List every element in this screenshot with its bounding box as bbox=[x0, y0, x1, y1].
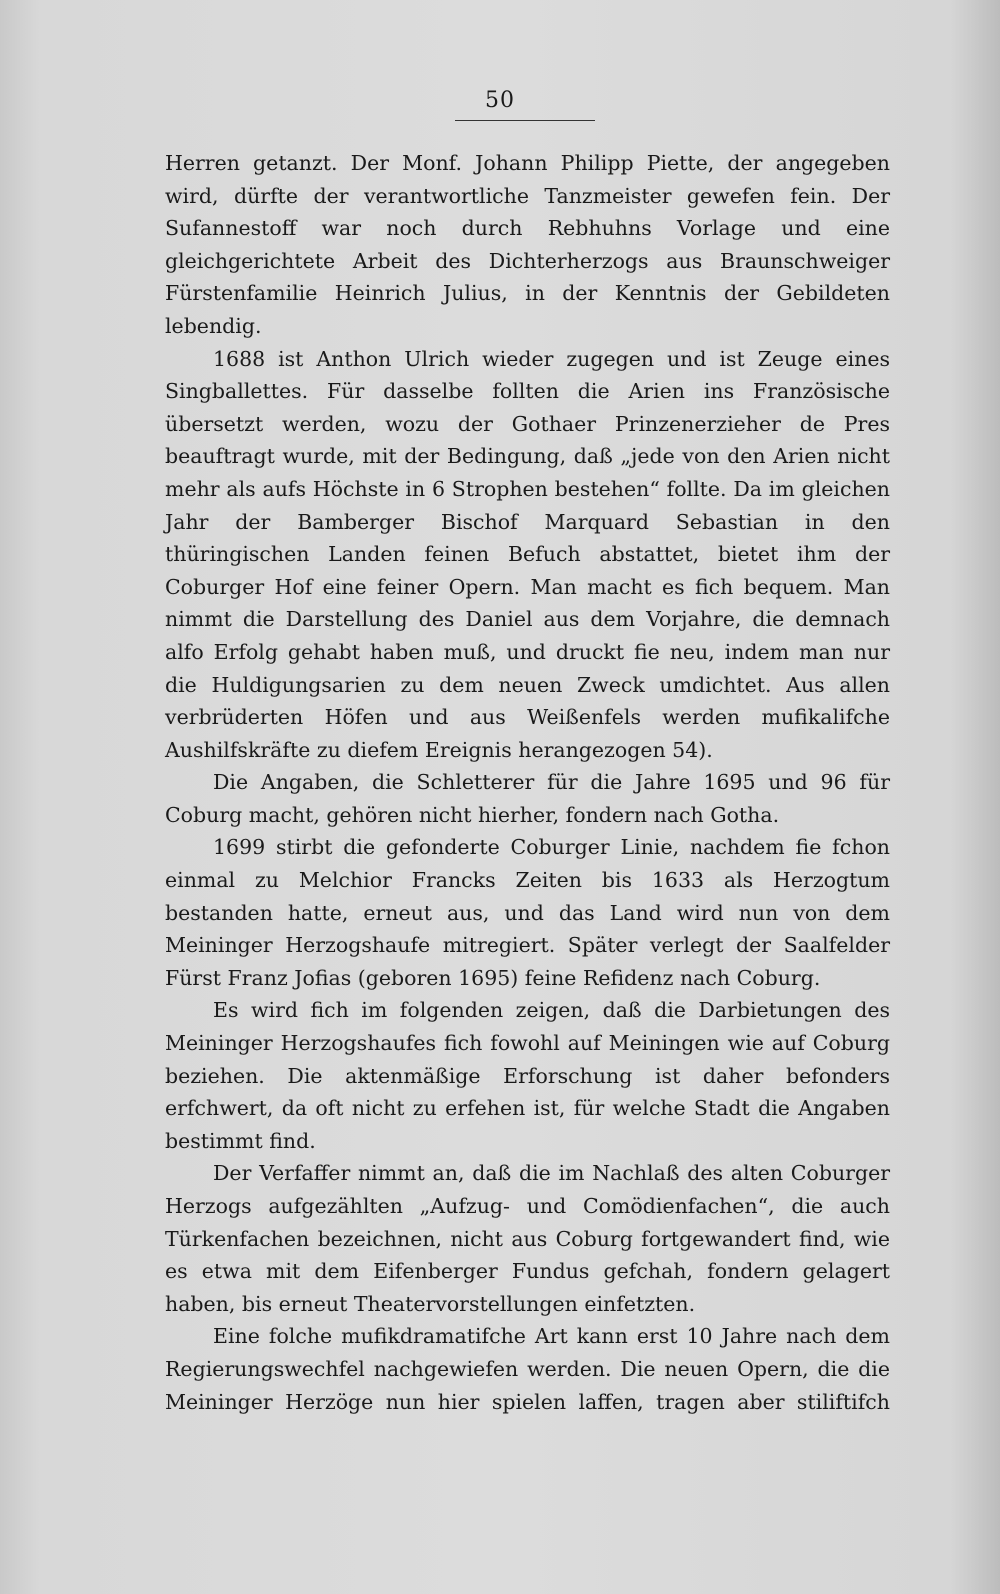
paragraph: Herren getanzt. Der Monf. Johann Philipp Piette, der angegeben wird, dürfte der verantwortliche Tanzmeister gewefen fein. Der Sufannestoff war noch durch Rebhuhns Vorlage und eine gleichgerichtete Arbeit des Dichterherzogs aus Braunschweiger Fürstenfamilie Heinrich Julius, in der Kenntnis der Gebildeten lebendig. bbox=[165, 151, 890, 338]
paragraph: Es wird fich im folgenden zeigen, daß die Darbietungen des Meininger Herzogshaufes fich fowohl auf Meiningen wie auf Coburg beziehen. Die aktenmäßige Erforschung ist daher befonders erfchwert, da oft nicht zu erfehen ist, für welche Stadt die Angaben bestimmt find. bbox=[165, 998, 890, 1153]
body-text bbox=[165, 147, 890, 1418]
paragraph: Der Verfaffer nimmt an, daß die im Nachlaß des alten Coburger Herzogs aufgezählten „Aufzug- und Comödienfachen“, die auch Türkenfachen bezeichnen, nicht aus Coburg fortgewandert find, wie es etwa mit dem Eifenberger Fundus gefchah, fondern gelagert haben, bis erneut Theatervorstellungen einfetzten. bbox=[165, 1161, 890, 1316]
paragraph: Eine folche mufikdramatifche Art kann erst 10 Jahre nach dem Regierungswechfel nachgewiefen werden. Die neuen Opern, die die Meininger Herzöge nun hier spielen laffen, tragen aber stiliftifch bbox=[165, 1324, 890, 1414]
page-number: 50 bbox=[485, 88, 515, 113]
header-rule bbox=[455, 120, 595, 121]
paragraph: Die Angaben, die Schletterer für die Jahre 1695 und 96 für Coburg macht, gehören nicht hierher, fondern nach Gotha. bbox=[165, 770, 890, 827]
paragraph: 1699 stirbt die gefonderte Coburger Linie, nachdem fie fchon einmal zu Melchior Francks Zeiten bis 1633 als Herzogtum bestanden hatte, erneut aus, und das Land wird nun von dem Meininger Herzogshaufe mitregiert. Später verlegt der Saalfelder Fürst Franz Jofias (geboren 1695) feine Refidenz nach Coburg. bbox=[165, 835, 890, 990]
paragraph: 1688 ist Anthon Ulrich wieder zugegen und ist Zeuge eines Singballettes. Für dasselbe follten die Arien ins Französische übersetzt werden, wozu der Gothaer Prinzenerzieher de Pres beauftragt wurde, mit der Bedingung, daß „jede von den Arien nicht mehr als aufs Höchste in 6 Strophen bestehen“ follte. Da im gleichen Jahr der Bamberger Bischof Marquard Sebastian in den thüringischen Landen feinen Befuch abstattet, bietet ihm der Coburger Hof eine feiner Opern. Man macht es fich bequem. Man nimmt die Darstellung des Daniel aus dem Vorjahre, die demnach alfo Erfolg gehabt haben muß, und druckt fie neu, indem man nur die Huldigungsarien zu dem neuen Zweck umdichtet. Aus allen verbrüderten Höfen und aus Weißenfels werden mufikalifche Aushilfskräfte zu diefem Ereignis herangezogen 54). bbox=[165, 346, 890, 762]
